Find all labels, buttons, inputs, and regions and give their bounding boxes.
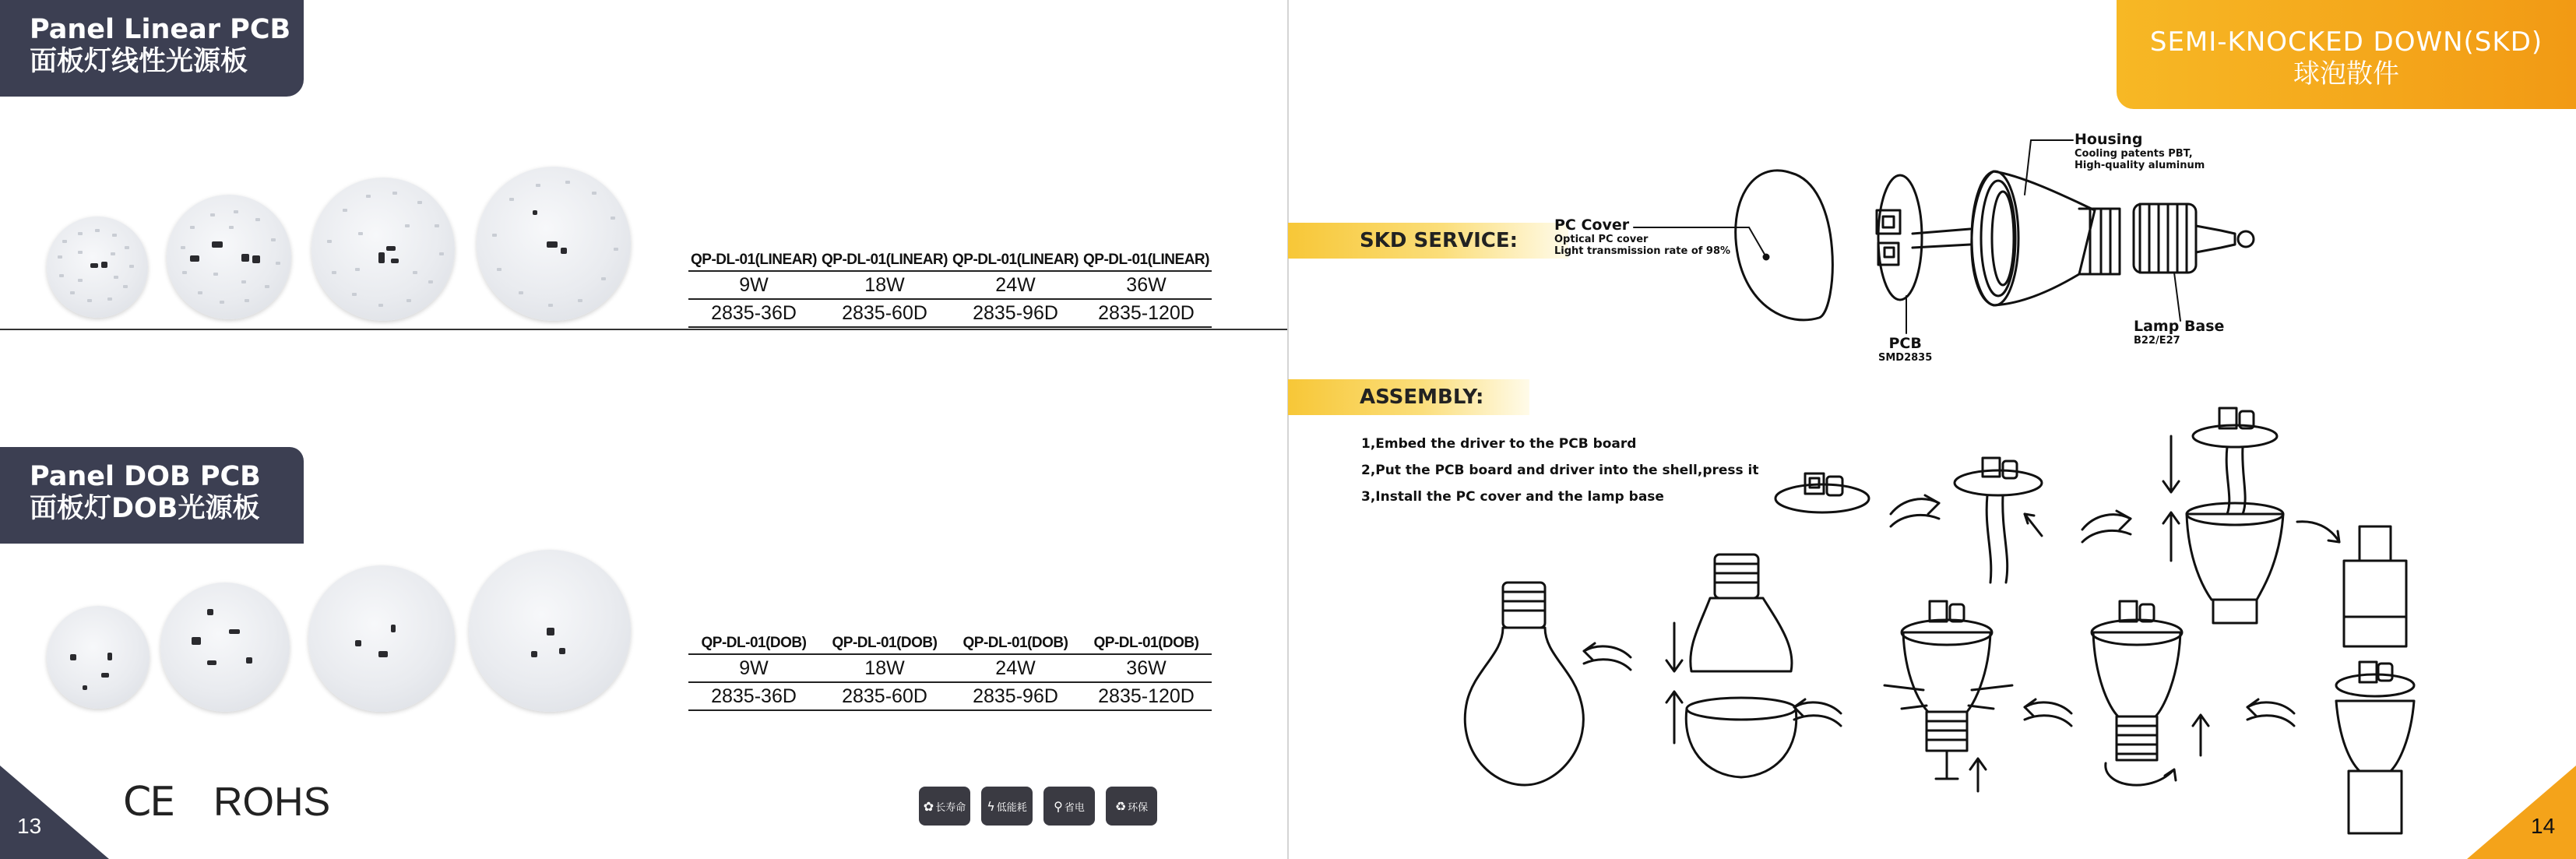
assembly-step-3: 3,Install the PC cover and the lamp base — [1361, 489, 1664, 505]
lamp-base-callout — [2134, 318, 2224, 347]
page-number-right: 14 — [2531, 814, 2556, 838]
housing-line1: Cooling patents PBT, — [2075, 148, 2193, 160]
assembly-label: ASSEMBLY: — [1288, 379, 1529, 415]
bolt-icon: ϟ — [987, 798, 995, 814]
ce-mark: CE — [123, 779, 174, 826]
assembly-step-wires — [1955, 458, 2042, 583]
assembly-step-1: 1,Embed the driver to the PCB board — [1361, 436, 1637, 452]
housing-title: Housing — [2075, 131, 2143, 148]
dob-title-cn: 面板灯DOB光源板 — [30, 493, 260, 524]
table-cell: QP-DL-01(LINEAR) — [819, 249, 950, 271]
table-cell: 9W — [688, 654, 819, 682]
pcb-callout — [1878, 335, 1932, 364]
table-cell: 2835-120D — [1081, 299, 1212, 327]
table-cell: 24W — [950, 271, 1081, 299]
badge-label: 低能耗 — [996, 801, 1027, 814]
dob-title-en: Panel DOB PCB — [30, 461, 261, 492]
assembly-step-cover — [1666, 554, 1797, 777]
assembly-step-finished-bulb — [1465, 583, 1583, 785]
table-cell: 36W — [1081, 271, 1212, 299]
table-cell: 24W — [950, 654, 1081, 682]
pcb-line1: SMD2835 — [1878, 352, 1933, 364]
table-cell: 18W — [819, 654, 950, 682]
table-cell: QP-DL-01(DOB) — [688, 632, 819, 654]
table-cell: 36W — [1081, 654, 1212, 682]
lamp-base-drawing — [2134, 204, 2254, 273]
table-cell: QP-DL-01(DOB) — [819, 632, 950, 654]
housing-line2: High-quality aluminum — [2075, 160, 2205, 171]
badge-label: 环保 — [1128, 801, 1149, 814]
pc-cover-callout — [1554, 217, 1730, 257]
pc-cover-title: PC Cover — [1554, 217, 1630, 234]
table-cell: QP-DL-01(LINEAR) — [1081, 249, 1212, 271]
table-cell: QP-DL-01(LINEAR) — [950, 249, 1081, 271]
table-cell: 2835-36D — [688, 682, 819, 710]
pcb-title: PCB — [1888, 335, 1922, 352]
assembly-step-housing — [2163, 408, 2283, 623]
table-cell: QP-DL-01(DOB) — [950, 632, 1081, 654]
table-cell: 9W — [688, 271, 819, 299]
pcb-drawing — [1877, 175, 1970, 300]
lamp-base-title: Lamp Base — [2134, 318, 2225, 335]
skd-header-en: SEMI-KNOCKED DOWN(SKD) — [2149, 26, 2543, 58]
table-cell: QP-DL-01(DOB) — [1081, 632, 1212, 654]
pc-cover-line2: Light transmission rate of 98% — [1554, 245, 1731, 257]
pc-cover-line1: Optical PC cover — [1554, 234, 1649, 245]
page-number-left: 13 — [17, 814, 42, 838]
table-cell: 18W — [819, 271, 950, 299]
assembly-step-base — [2336, 526, 2414, 833]
table-cell: 2835-96D — [950, 299, 1081, 327]
page-corner-right — [2467, 766, 2576, 859]
lamp-base-line1: B22/E27 — [2134, 335, 2180, 347]
badge-label: 省电 — [1064, 801, 1085, 814]
assembly-step-twist — [2092, 601, 2208, 785]
rohs-mark: ROHS — [213, 780, 331, 825]
table-cell: 2835-60D — [819, 299, 950, 327]
table-cell: 2835-96D — [950, 682, 1081, 710]
table-cell: QP-DL-01(LINEAR) — [688, 249, 819, 271]
badge-label: 长寿命 — [935, 801, 966, 814]
skd-service-label: SKD SERVICE: — [1288, 223, 1568, 259]
recycle-icon: ♻ — [1114, 798, 1127, 814]
linear-title-cn: 面板灯线性光源板 — [30, 46, 248, 77]
table-cell: 2835-60D — [819, 682, 950, 710]
plug-icon: ⚲ — [1054, 798, 1063, 814]
leaf-icon: ✿ — [923, 798, 934, 814]
pc-cover-drawing — [1736, 171, 1833, 320]
skd-header-cn: 球泡散件 — [2293, 58, 2399, 90]
table-cell: 2835-120D — [1081, 682, 1212, 710]
assembly-step-2: 2,Put the PCB board and driver into the shell,press it — [1361, 463, 1759, 478]
housing-drawing — [1972, 171, 2120, 305]
linear-title-en: Panel Linear PCB — [30, 14, 291, 45]
table-cell: 2835-36D — [688, 299, 819, 327]
housing-callout — [2075, 131, 2205, 171]
assembly-step-pcb — [1775, 474, 1869, 512]
assembly-step-press — [1884, 601, 2012, 791]
